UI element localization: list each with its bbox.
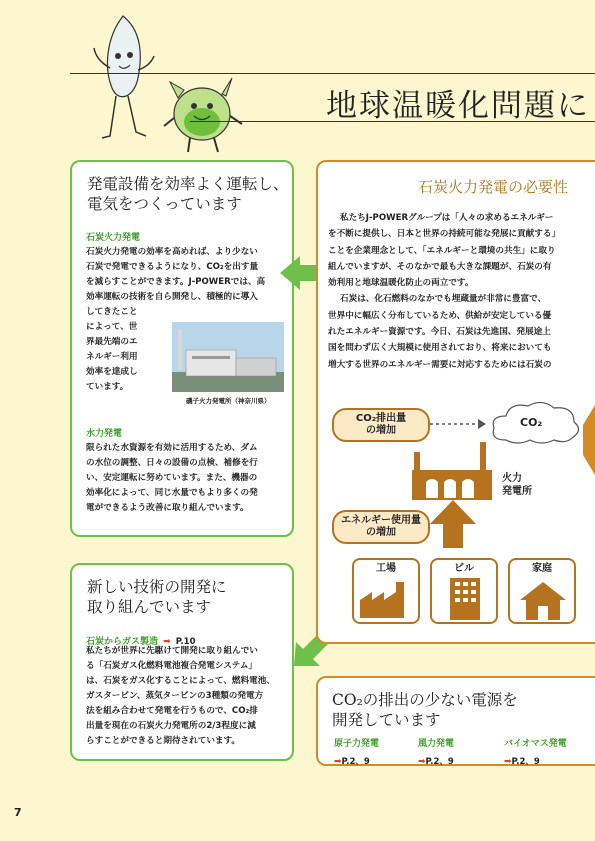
tech-text bbox=[86, 644, 294, 749]
coal-line: 石炭火力発電の効率を高めれば、より少ない bbox=[86, 247, 258, 257]
nuclear-label: 原子力発電 bbox=[334, 739, 380, 749]
mascot-leaf-character bbox=[160, 68, 250, 158]
arrow-right-icon: ➡ bbox=[504, 757, 512, 767]
power-plant-photo bbox=[172, 322, 284, 392]
biomass-page-ref[interactable]: P.2、9 bbox=[511, 757, 540, 767]
low-co2-box bbox=[316, 676, 595, 766]
photo-caption: 磯子火力発電所（神奈川県） bbox=[186, 397, 271, 405]
necessity-line: 効利用と地球温暖化防止の両立です。 bbox=[328, 278, 474, 289]
title-rule-top bbox=[70, 73, 595, 74]
hydro-line: の水位の調整、日々の設備の点検、補修を行 bbox=[86, 458, 258, 468]
necessity-line: 組んでいますが、そのなかで最も大きな課題が、石炭の有 bbox=[328, 261, 552, 272]
nuclear-item bbox=[334, 736, 379, 768]
hydro-subheading: 水力発電 bbox=[86, 429, 123, 439]
coal-necessity-text bbox=[328, 210, 595, 373]
hydro-line: 効率化によって、同じ水量でもより多くの発 bbox=[86, 488, 258, 498]
plant-label-line1: 火力 bbox=[502, 473, 522, 484]
coal-necessity-heading: 石炭火力発電の必要性 bbox=[418, 178, 569, 196]
coal-narrow-line: 界最先端のエ bbox=[86, 337, 138, 347]
coal-text bbox=[86, 245, 291, 305]
gas-subheading: 石炭からガス製造 bbox=[86, 637, 159, 647]
tech-line: らすことができると期待されています。 bbox=[86, 736, 241, 746]
building-icon bbox=[446, 578, 484, 620]
necessity-line: 世界中に幅広く分布しているため、供給が安定している優 bbox=[328, 310, 552, 321]
gas-page-ref[interactable]: P.10 bbox=[175, 637, 196, 647]
hydro-line: 電ができるよう改善に取り組んでいます。 bbox=[86, 503, 249, 513]
coal-line: を減らすことができます。J-POWERでは、高 bbox=[86, 277, 266, 287]
coal-narrow-line: によって、世 bbox=[86, 322, 138, 332]
tech-line: は、石炭をガス化することによって、燃料電池、 bbox=[86, 676, 275, 686]
hydro-line: い、安定運転に努めています。また、機器の bbox=[86, 473, 258, 483]
tech-line: る「石炭ガス化燃料電池複合発電システム」 bbox=[86, 661, 258, 671]
wind-page-ref[interactable]: P.2、9 bbox=[425, 757, 454, 767]
energy-increase-line2: の増加 bbox=[366, 527, 396, 538]
necessity-line: 私たちJ-POWERグループは「人々の求めるエネルギー bbox=[340, 213, 554, 223]
coal-narrow-line: ています。 bbox=[86, 382, 129, 392]
co2-increase-line1: CO₂排出量 bbox=[355, 413, 407, 424]
page-number: 7 bbox=[14, 806, 22, 819]
orange-arrow-right-icon bbox=[583, 405, 595, 475]
coal-narrow-line: 効率を達成し bbox=[86, 367, 138, 377]
factory-label: 工場 bbox=[376, 563, 396, 574]
big-arrow-up-icon bbox=[430, 500, 476, 548]
low-co2-heading bbox=[332, 690, 518, 730]
tech-line: 私たちが世界に先駆けて開発に取り組んでい bbox=[86, 646, 258, 656]
tech-heading-line2: 取り組んでいます bbox=[87, 598, 212, 616]
necessity-line: を不断に提供し、日本と世界の持続可能な発展に貢献する」 bbox=[328, 229, 561, 240]
tech-heading bbox=[87, 577, 227, 617]
biomass-ref-row bbox=[504, 749, 567, 768]
coal-subheading: 石炭火力発電 bbox=[86, 233, 141, 243]
efficiency-heading-line1: 発電設備を効率よく運転し、 bbox=[87, 175, 289, 193]
tech-box bbox=[70, 563, 294, 761]
home-label: 家庭 bbox=[532, 563, 552, 574]
tech-heading-line1: 新しい技術の開発に bbox=[87, 578, 227, 596]
mascot-drop-character bbox=[88, 8, 158, 148]
wind-ref-row bbox=[418, 749, 454, 768]
hydro-line: 限られた水資源を有効に活用するため、ダム bbox=[86, 443, 258, 453]
building-label: ビル bbox=[454, 563, 474, 574]
energy-increase-pill bbox=[332, 510, 430, 544]
hydro-text bbox=[86, 441, 291, 516]
efficiency-heading-line2: 電気をつくっています bbox=[87, 195, 242, 213]
factory-icon bbox=[360, 580, 414, 618]
coal-narrow-line: ネルギー利用 bbox=[86, 352, 138, 362]
power-plant-icon bbox=[410, 438, 494, 500]
necessity-line: ことを企業理念として、「エネルギーと環境の共生」に取り bbox=[328, 245, 556, 256]
plant-label bbox=[502, 472, 532, 498]
tech-line: ガスタービン、蒸気タービンの3種類の発電方 bbox=[86, 691, 264, 701]
efficiency-heading bbox=[87, 174, 289, 214]
arrow-right-icon: ➡ bbox=[163, 637, 171, 647]
wind-label: 風力発電 bbox=[418, 739, 455, 749]
coal-necessity-box bbox=[316, 160, 595, 644]
factory-card bbox=[352, 558, 420, 624]
necessity-line: 石炭は、化石燃料のなかでも埋蔵量が非常に豊富で、 bbox=[340, 294, 547, 305]
page-title: 地球温暖化問題に bbox=[326, 88, 590, 124]
arrow-right-icon: ➡ bbox=[418, 757, 426, 767]
green-arrow-left-icon bbox=[280, 256, 318, 290]
necessity-line: 増大する世界のエネルギー需要に対応するためには石炭の bbox=[328, 359, 552, 370]
biomass-item bbox=[504, 736, 567, 768]
coal-line: 効率運転の技術を自ら開発し、積極的に導入 bbox=[86, 292, 258, 302]
energy-increase-line1: エネルギー使用量 bbox=[341, 515, 421, 526]
low-co2-heading-line2: 開発しています bbox=[332, 711, 441, 729]
nuclear-page-ref[interactable]: P.2、9 bbox=[341, 757, 370, 767]
plant-label-line2: 発電所 bbox=[502, 486, 532, 497]
co2-increase-pill bbox=[332, 408, 430, 442]
home-card bbox=[508, 558, 576, 624]
low-co2-heading-line1: CO₂の排出の少ない電源を bbox=[332, 691, 518, 709]
necessity-line: 国を問わず広く大規模に使用されており、将来においても bbox=[328, 343, 552, 354]
tech-line: 出量を現在の石炭火力発電所の2/3程度に減 bbox=[86, 721, 256, 731]
building-card bbox=[430, 558, 498, 624]
co2-increase-line2: の増加 bbox=[366, 425, 396, 436]
coal-text-narrow bbox=[86, 305, 166, 395]
coal-line: 石炭で発電できるようになり、CO₂を出す量 bbox=[86, 262, 259, 272]
nuclear-ref-row bbox=[334, 749, 379, 768]
co2-label: CO₂ bbox=[520, 416, 543, 429]
house-icon bbox=[518, 580, 568, 620]
necessity-line: れたエネルギー資源です。今日、石炭は先進国、発展途上 bbox=[328, 327, 551, 338]
efficiency-box bbox=[70, 160, 294, 537]
dotted-arrow-icon bbox=[430, 418, 486, 430]
wind-item bbox=[418, 736, 454, 768]
coal-narrow-line: してきたこと bbox=[86, 307, 138, 317]
arrow-right-icon: ➡ bbox=[334, 757, 342, 767]
tech-line: 法を組み合わせて発電を行うもので、CO₂排 bbox=[86, 706, 258, 716]
biomass-label: バイオマス発電 bbox=[504, 739, 567, 749]
